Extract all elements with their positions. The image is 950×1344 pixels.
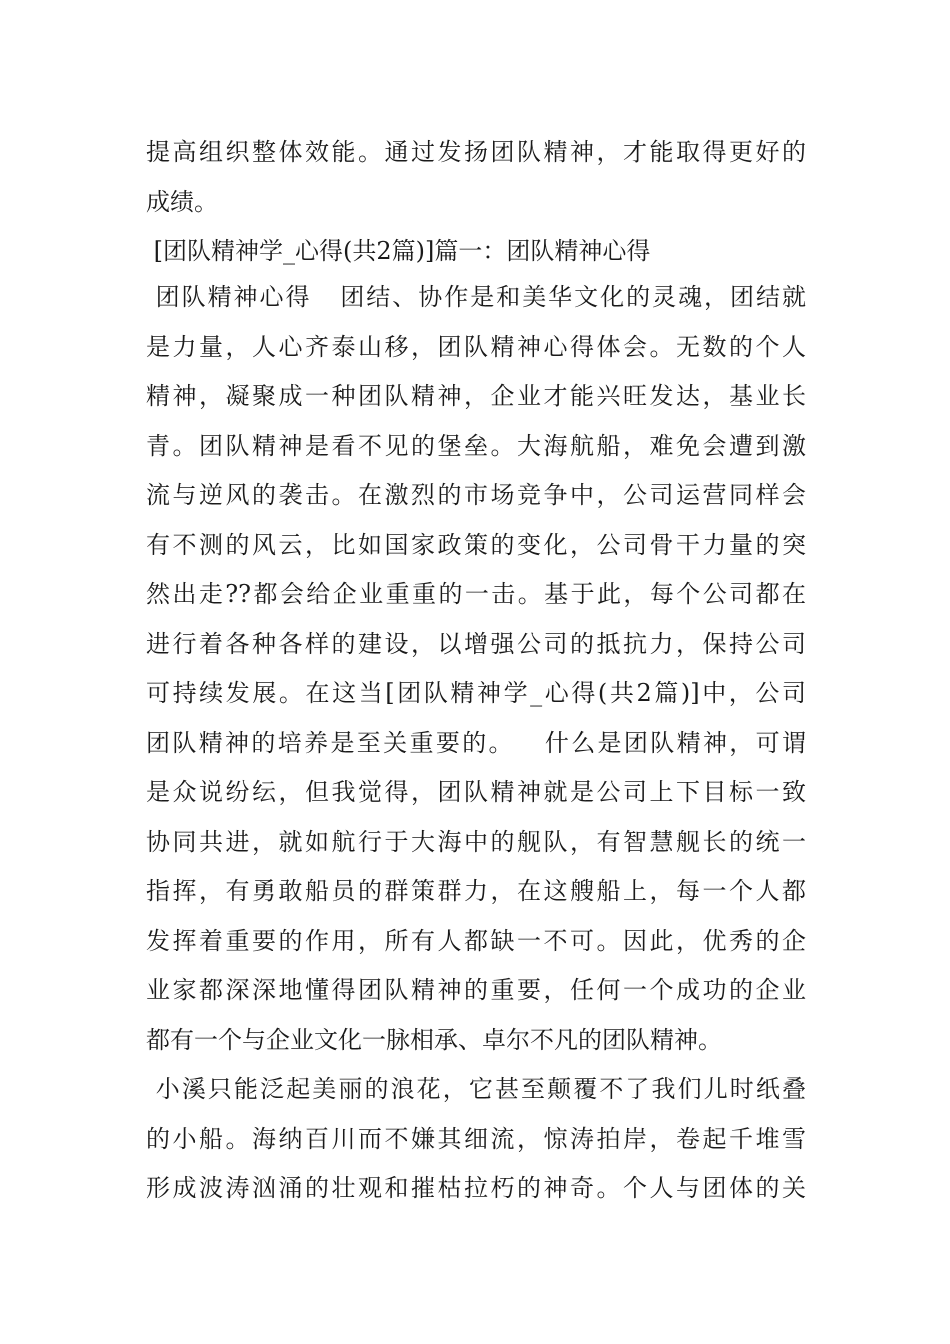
text-line: 小溪只能泛起美丽的浪花，它甚至颠覆不了我们儿时纸叠 <box>146 1075 806 1103</box>
text-line: 是众说纷纭，但我觉得，团队精神就是公司上下目标一致 <box>146 778 806 806</box>
text-line: 精神，凝聚成一种团队精神，企业才能兴旺发达，基业长 <box>146 382 806 410</box>
document-body <box>146 132 806 1218</box>
text-line: 团队精神的培养是至关重要的。 什么是团队精神，可谓 <box>146 728 806 757</box>
text-line: 形成波涛汹涌的壮观和摧枯拉朽的神奇。个人与团体的关 <box>146 1174 806 1202</box>
text-line: 成绩。 <box>146 187 218 216</box>
text-line: 的小船。海纳百川而不嫌其细流，惊涛拍岸，卷起千堆雪 <box>146 1124 806 1153</box>
text-line: 都有一个与企业文化一脉相承、卓尔不凡的团队精神。 <box>146 1025 722 1054</box>
text-line: 然出走??都会给企业重重的一击。基于此，每个公司都在 <box>146 580 806 608</box>
text-line: 指挥，有勇敢船员的群策群力，在这艘船上，每一个人都 <box>146 877 806 905</box>
text-line: 协同共进，就如航行于大海中的舰队，有智慧舰长的统一 <box>146 827 806 856</box>
text-line: 有不测的风云，比如国家政策的变化，公司骨干力量的突 <box>146 530 806 559</box>
text-line: 团队精神心得 团结、协作是和美华文化的灵魂，团结就 <box>146 283 806 311</box>
text-line: 发挥着重要的作用，所有人都缺一不可。因此，优秀的企 <box>146 926 806 955</box>
text-line: 进行着各种各样的建设，以增强公司的抵抗力，保持公司 <box>146 629 806 658</box>
text-line: 业家都深深地懂得团队精神的重要，任何一个成功的企业 <box>146 976 806 1004</box>
text-line: 流与逆风的袭击。在激烈的市场竞争中，公司运营同样会 <box>146 481 806 509</box>
text-line: 可持续发展。在这当[团队精神学_心得(共2篇)]中，公司 <box>146 679 806 707</box>
text-line: [团队精神学_心得(共2篇)]篇一：团队精神心得 <box>146 237 651 265</box>
text-line: 提高组织整体效能。通过发扬团队精神，才能取得更好的 <box>146 138 806 166</box>
text-line: 是力量，人心齐泰山移，团队精神心得体会。无数的个人 <box>146 332 806 361</box>
text-line: 青。团队精神是看不见的堡垒。大海航船，难免会遭到激 <box>146 431 806 460</box>
